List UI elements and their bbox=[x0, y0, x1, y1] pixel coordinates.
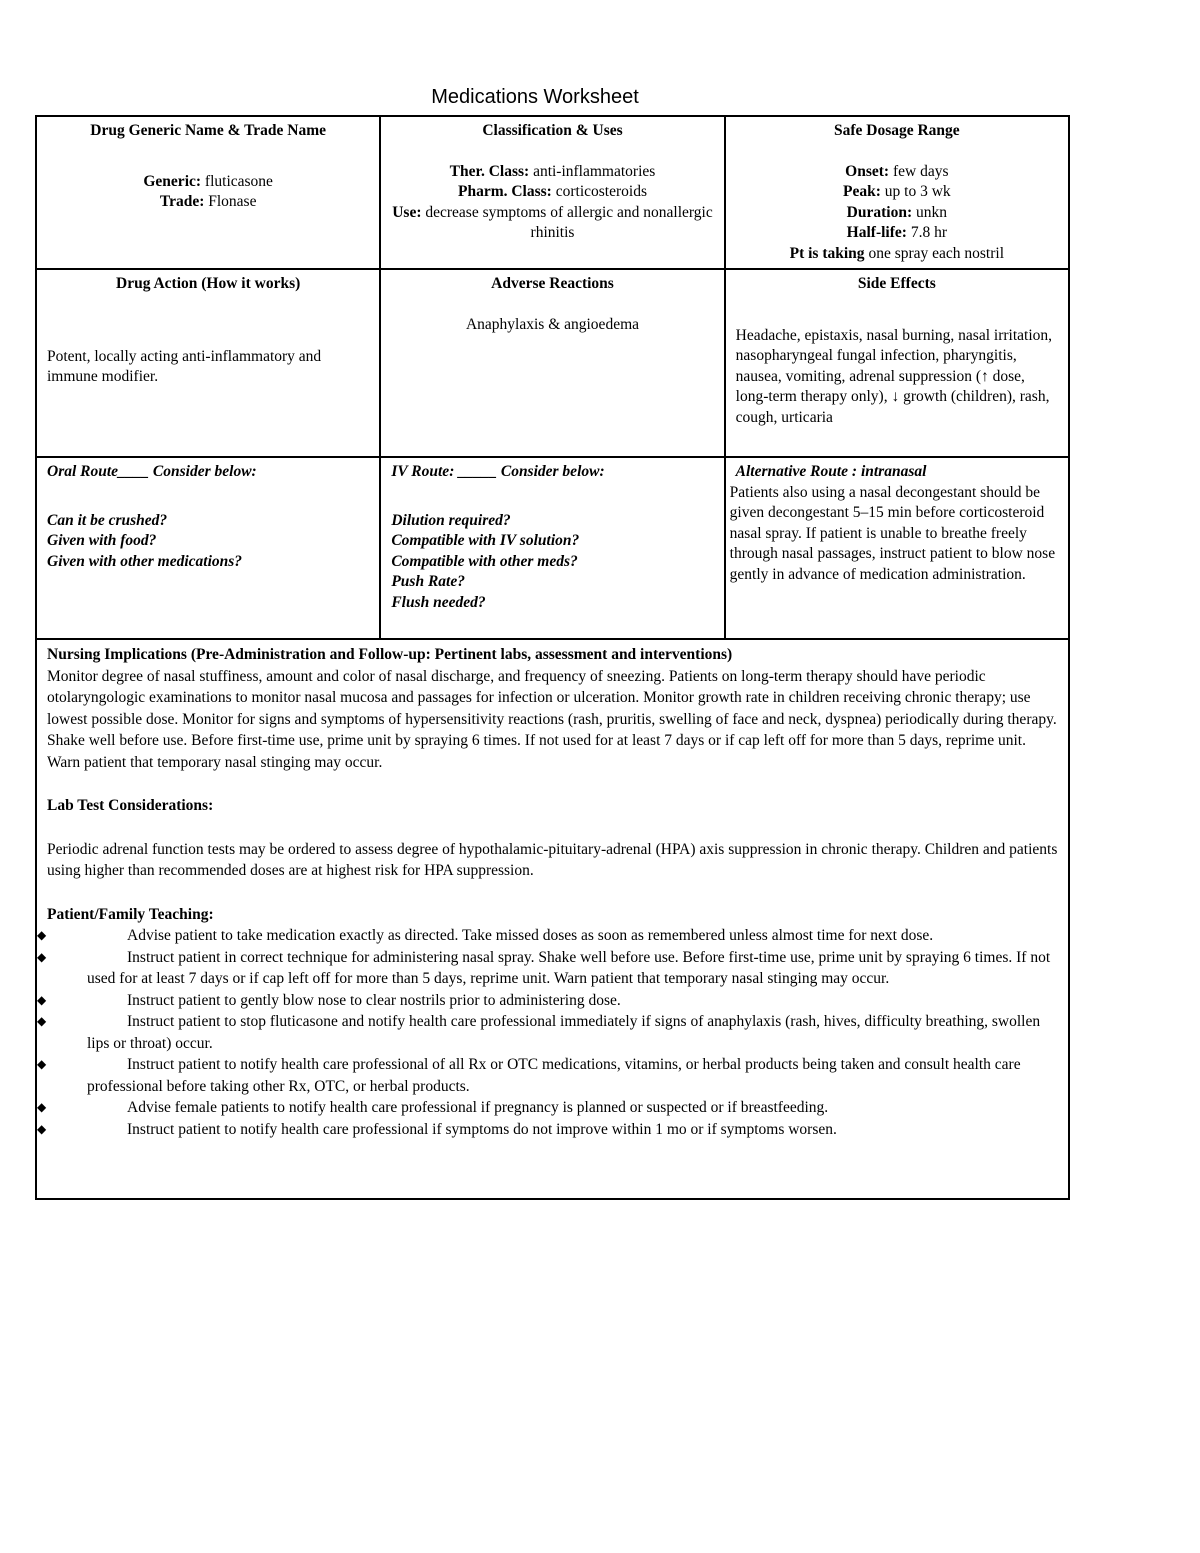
side-effects-cell bbox=[725, 269, 1069, 457]
table-row bbox=[36, 457, 1069, 639]
list-item: ◆ Advise patient to take medication exactly as directed. Take missed doses as soon as remembered unless almost time for next dose. bbox=[47, 925, 1058, 947]
iv-question-other-meds: Compatible with other meds? bbox=[391, 552, 578, 570]
use bbox=[391, 203, 713, 244]
pt-label: Pt is taking bbox=[789, 244, 865, 262]
pharm-class bbox=[391, 182, 713, 203]
ther-label: Ther. Class: bbox=[449, 162, 530, 180]
pt-taking bbox=[736, 244, 1058, 265]
bullet-icon: ◆ bbox=[37, 1121, 47, 1136]
drug-info-table bbox=[35, 115, 1070, 640]
duration bbox=[736, 203, 1058, 224]
iv-question-dilution: Dilution required? bbox=[391, 511, 511, 529]
drug-action-cell bbox=[36, 269, 380, 457]
onset-value: few days bbox=[889, 162, 949, 180]
pt-value: one spray each nostril bbox=[864, 244, 1005, 262]
halflife-value: 7.8 hr bbox=[906, 224, 947, 241]
use-label: Use: bbox=[392, 203, 422, 221]
halflife-label: Half-life: bbox=[846, 224, 907, 241]
table-row bbox=[36, 116, 1069, 269]
list-item: ◆ Instruct patient to stop fluticasone and notify health care professional immediately if signs of anaphylaxis (rash, hives, difficulty breathing, swollen lips or throat) occur. bbox=[37, 1013, 1041, 1052]
nursing-implications-header: Nursing Implications (Pre-Administration and Follow-up: Pertinent labs, assessment and interventions) bbox=[47, 646, 733, 663]
trade-label: Trade: bbox=[159, 193, 205, 210]
alternative-route-text: Patients also using a nasal decongestant should be given decongestant 5–15 min before corticosteroid nasal spray. If patient is unable to breathe freely through nasal passages, instruct patient to blow nose gently in advance of medication administration. bbox=[729, 483, 1056, 583]
drug-name-cell bbox=[36, 116, 380, 269]
bullet-icon: ◆ bbox=[37, 949, 47, 964]
pharm-label: Pharm. Class: bbox=[457, 183, 552, 200]
generic-label: Generic: bbox=[143, 172, 202, 190]
table-row bbox=[36, 269, 1069, 457]
ther-value: anti-inflammatories bbox=[529, 162, 656, 180]
adverse-reactions-header: Adverse Reactions bbox=[491, 275, 614, 292]
nursing-implications-text: Monitor degree of nasal stuffiness, amount and color of nasal discharge, and frequency of sneezing. Patients on long-term therapy should have periodic otolaryngologic examinations to monitor nasal mucosa and passages for infection or ulceration. Monitor growth rate in children receiving chronic therapy; use lowest possible dose. Monitor for signs and symptoms of hypersensitivity reactions (rash, pruritis, swelling of face and neck, dyspnea) periodically during therapy. Shake well before use. Before first-time use, prime unit by spraying 6 times. If not used for at least 7 days or if cap left off for more than 5 days, reprime unit. Warn patient that temporary nasal stinging may occur. bbox=[47, 667, 1057, 771]
peak-value: up to 3 wk bbox=[880, 183, 951, 200]
half-life bbox=[736, 223, 1058, 244]
dosage-cell bbox=[725, 116, 1069, 269]
side-effects-header: Side Effects bbox=[857, 275, 936, 292]
classification-cell bbox=[380, 116, 724, 269]
lab-test-header: Lab Test Considerations: bbox=[47, 797, 214, 814]
trade-value: Flonase bbox=[204, 193, 257, 210]
list-item: ◆ Advise female patients to notify health care professional if pregnancy is planned or suspected or if breastfeeding. bbox=[47, 1097, 1058, 1119]
iv-route-cell bbox=[380, 457, 724, 639]
duration-label: Duration: bbox=[846, 203, 913, 221]
generic-name bbox=[47, 172, 369, 193]
list-item: ◆ Instruct patient to gently blow nose to clear nostrils prior to administering dose. bbox=[47, 990, 1058, 1012]
peak bbox=[736, 182, 1058, 203]
list-item: ◆ Instruct patient to notify health care professional of all Rx or OTC medications, vitamins, or herbal products being taken and consult health care professional before taking other Rx, OTC, or herbal products. bbox=[37, 1056, 1021, 1095]
iv-question-solution: Compatible with IV solution? bbox=[391, 532, 580, 549]
onset bbox=[736, 162, 1058, 183]
oral-route-cell bbox=[36, 457, 380, 639]
list-item: ◆ Instruct patient in correct technique for administering nasal spray. Shake well before use. Before first-time use, prime unit by spraying 6 times. If not used for at least 7 days or if cap left off for more than 5 days, reprime unit. Warn patient that temporary nasal stinging may occur. bbox=[37, 948, 1051, 987]
oral-question-food: Given with food? bbox=[47, 532, 157, 549]
generic-value: fluticasone bbox=[201, 172, 273, 190]
teaching-header: Patient/Family Teaching: bbox=[47, 905, 214, 923]
worksheet bbox=[35, 115, 1070, 1200]
drug-action-text: Potent, locally acting anti-inflammatory and immune modifier. bbox=[47, 347, 322, 385]
nursing-implications-section bbox=[35, 640, 1070, 1200]
teaching-list bbox=[37, 925, 1058, 1140]
list-item: ◆ Instruct patient to notify health care professional if symptoms do not improve within 1 mo or if symptoms worsen. bbox=[47, 1119, 1058, 1141]
alternative-route-header: Alternative Route : intranasal bbox=[735, 463, 927, 480]
oral-question-crushed: Can it be crushed? bbox=[47, 511, 168, 529]
ther-class bbox=[391, 162, 713, 183]
dosage-header: Safe Dosage Range bbox=[833, 122, 960, 139]
duration-value: unkn bbox=[912, 203, 947, 221]
bullet-icon: ◆ bbox=[37, 1014, 47, 1028]
iv-route-header: IV Route: _____ Consider below: bbox=[391, 463, 605, 480]
adverse-reactions-cell bbox=[380, 269, 724, 457]
iv-question-flush: Flush needed? bbox=[391, 593, 486, 611]
bullet-icon: ◆ bbox=[37, 1057, 47, 1071]
oral-question-other-meds: Given with other medications? bbox=[47, 552, 243, 570]
oral-route-header: Oral Route____ Consider below: bbox=[47, 463, 257, 480]
pharm-value: corticosteroids bbox=[551, 183, 647, 200]
page-title: Medications Worksheet bbox=[431, 86, 639, 108]
peak-label: Peak: bbox=[843, 183, 881, 200]
bullet-icon: ◆ bbox=[37, 992, 47, 1007]
trade-name bbox=[47, 192, 369, 213]
lab-test-text: Periodic adrenal function tests may be ordered to assess degree of hypothalamic-pituitary-adrenal (HPA) axis suppression in chronic therapy. Children and patients using higher than recommended doses are at highest risk for HPA suppression. bbox=[47, 840, 1058, 879]
drug-name-header: Drug Generic Name & Trade Name bbox=[90, 122, 327, 139]
onset-label: Onset: bbox=[845, 162, 890, 180]
side-effects-text: Headache, epistaxis, nasal burning, nasal irritation, nasopharyngeal fungal infection, pharyngitis, nausea, vomiting, adrenal suppression (↑ dose, long-term therapy only), ↓ growth (children), rash, cough, urticaria bbox=[735, 326, 1053, 426]
drug-action-header: Drug Action (How it works) bbox=[116, 275, 301, 292]
bullet-icon: ◆ bbox=[37, 928, 47, 942]
use-value: decrease symptoms of allergic and nonallergic rhinitis bbox=[421, 203, 713, 241]
classification-header: Classification & Uses bbox=[482, 122, 623, 139]
bullet-icon: ◆ bbox=[37, 1100, 47, 1114]
adverse-reactions-text: Anaphylaxis & angioedema bbox=[465, 315, 640, 333]
iv-question-push-rate: Push Rate? bbox=[391, 573, 465, 590]
alternative-route-cell bbox=[725, 457, 1069, 639]
